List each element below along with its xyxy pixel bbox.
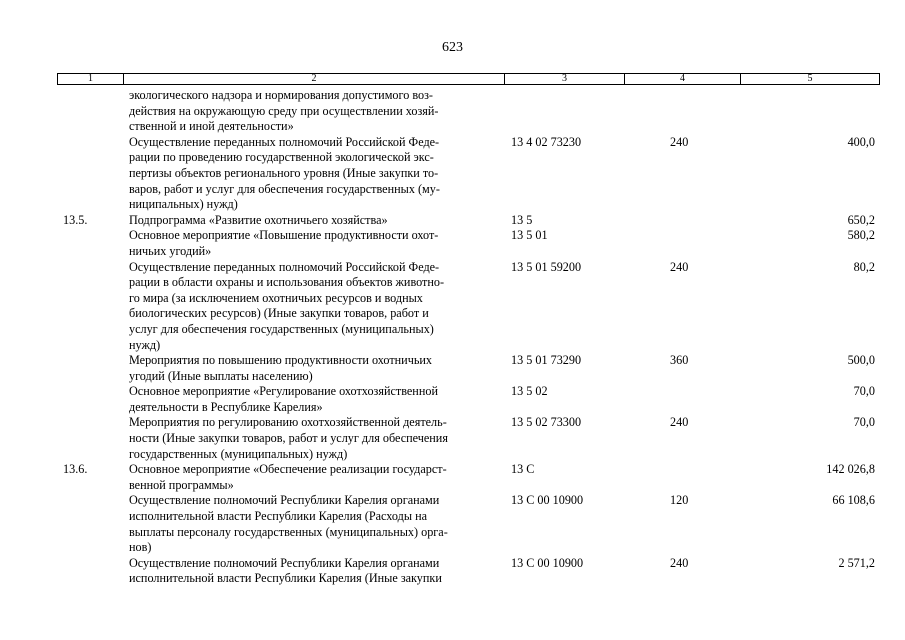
row-code: 13 5 — [511, 212, 533, 227]
row-number: 13.5. — [63, 212, 88, 227]
row-expense-type: 240 — [670, 134, 689, 149]
row-amount: 400,0 — [847, 134, 875, 149]
row-description: Мероприятия по повышению продуктивности охотничьих угодий (Иные выплаты населению) — [129, 353, 432, 383]
row-code: 13 С 00 10900 — [511, 493, 584, 508]
row-amount: 650,2 — [847, 212, 875, 227]
table-row — [57, 556, 880, 587]
row-amount: 580,2 — [847, 228, 875, 243]
row-code: 13 5 01 — [511, 228, 548, 243]
row-amount: 70,0 — [853, 415, 875, 430]
row-description: Мероприятия по регулированию охотхозяйственной деятель- ности (Иные закупки товаров, работ и услуг для обеспечения государственных (муниципальных) нужд) — [129, 415, 448, 461]
row-description: Осуществление переданных полномочий Российской Феде- рации по проведению государственной экологической экс- пертизы объектов регионального уровня (Иные закупки то- варов, работ и услуг для обеспечения государственных (му- ниципальных) нужд) — [129, 134, 440, 212]
row-description: Осуществление полномочий Республики Карелия органами исполнительной власти Республики Карелия (Иные закупки — [129, 555, 442, 586]
row-description: Осуществление полномочий Республики Карелия органами исполнительной власти Республики Карелия (Расходы на выплаты персоналу государственных (муниципальных) орга- нов) — [129, 493, 448, 555]
row-description: Осуществление переданных полномочий Российской Феде- рации в области охраны и использования объектов животно- го мира (за исключением охотничьих ресурсов и водных биологических ресурсов) (Иные закупки товаров, работ и услуг для обеспечения государственных (муниципальных) нужд) — [129, 259, 445, 352]
row-number: 13.6. — [63, 462, 88, 477]
row-amount: 70,0 — [853, 384, 875, 399]
table-row — [57, 384, 880, 415]
row-amount: 500,0 — [847, 353, 875, 368]
table-row — [57, 415, 880, 462]
row-code: 13 С — [511, 462, 535, 477]
row-amount: 2 571,2 — [838, 555, 875, 570]
row-expense-type: 240 — [670, 555, 689, 570]
row-description: Основное мероприятие «Регулирование охотхозяйственной деятельности в Республике Карелия» — [129, 384, 438, 414]
page-number: 623 — [442, 40, 463, 55]
row-expense-type: 240 — [670, 259, 689, 274]
table-row — [57, 213, 880, 229]
row-code: 13 5 02 73300 — [511, 415, 582, 430]
row-code: 13 5 01 73290 — [511, 353, 582, 368]
row-expense-type: 240 — [670, 415, 689, 430]
table-row — [57, 462, 880, 493]
header-col-2: 2 — [124, 74, 505, 84]
row-expense-type: 120 — [670, 493, 689, 508]
header-col-5: 5 — [807, 73, 813, 84]
header-col-1: 1 — [58, 74, 124, 84]
row-amount: 142 026,8 — [826, 462, 875, 477]
row-amount: 80,2 — [853, 259, 875, 274]
header-col-3: 3 — [505, 74, 625, 84]
row-code: 13 5 02 — [511, 384, 548, 399]
row-description: Основное мероприятие «Обеспечение реализации государст- венной программы» — [129, 462, 447, 492]
row-code: 13 5 01 59200 — [511, 259, 582, 274]
table-row — [57, 260, 880, 354]
row-code: 13 4 02 73230 — [511, 134, 582, 149]
row-expense-type: 360 — [670, 353, 689, 368]
row-description: экологического надзора и нормирования допустимого воз- действия на окружающую среду при осуществлении хозяй- ственной и иной деятельности» — [129, 88, 439, 134]
row-description: Основное мероприятие «Повышение продуктивности охот- ничьих угодий» — [129, 228, 439, 258]
table-row — [57, 493, 880, 555]
table-row — [57, 135, 880, 213]
row-code: 13 С 00 10900 — [511, 555, 584, 570]
row-description: Подпрограмма «Развитие охотничьего хозяйства» — [129, 212, 388, 227]
table-body — [57, 88, 880, 587]
table-row — [57, 88, 880, 135]
row-amount: 66 108,6 — [832, 493, 875, 508]
table-row — [57, 353, 880, 384]
table-header — [57, 73, 880, 85]
header-col-4: 4 — [625, 74, 741, 84]
table-row — [57, 228, 880, 259]
